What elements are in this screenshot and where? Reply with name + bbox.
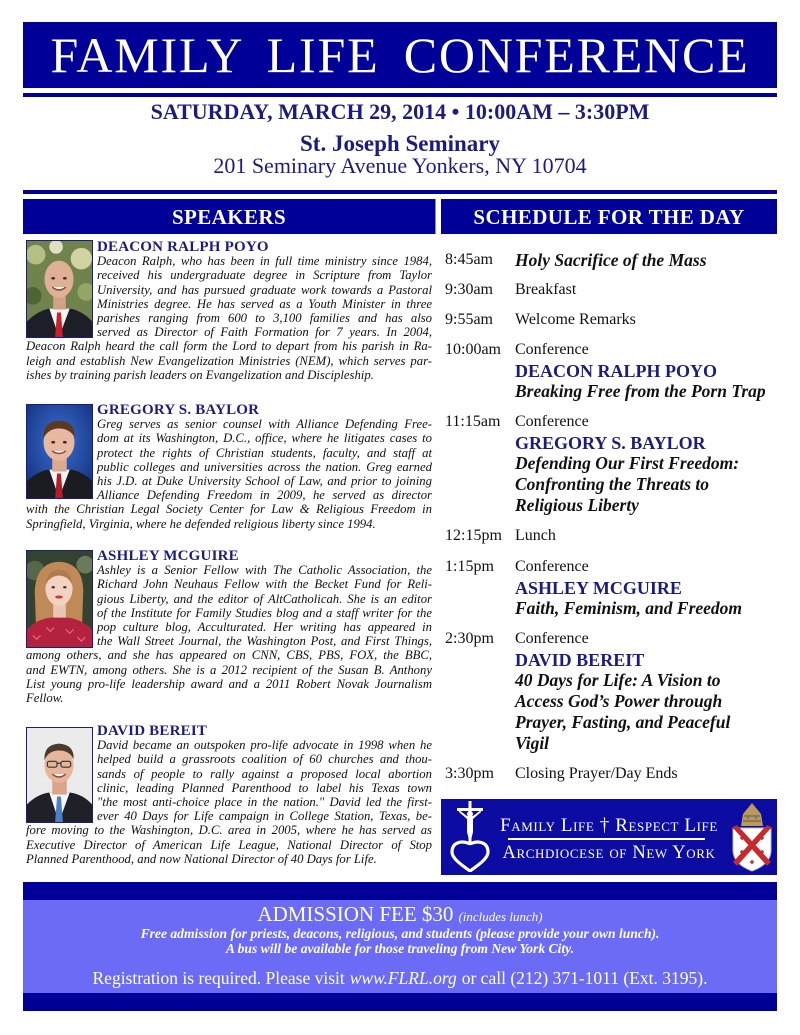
schedule-time: 3:30pm: [445, 765, 494, 782]
talk-title: Breaking Free from the Porn Trap: [515, 381, 766, 401]
speaker-card: [26, 403, 432, 531]
registration-info: [23, 967, 777, 989]
schedule-time: 1:15pm: [445, 558, 494, 575]
schedule-event: Conference: [515, 413, 589, 430]
bio-line: Executive Director of American Life League, National Director of Stop: [26, 837, 432, 852]
schedule-row: [445, 412, 777, 516]
schedule-time: 2:30pm: [445, 630, 494, 647]
talk-title: Defending Our First Freedom:: [515, 453, 740, 473]
schedule-event: Lunch: [515, 527, 556, 544]
schedule-event: Conference: [515, 630, 589, 647]
portrait-photo: [26, 727, 93, 823]
logo-title: Family Life † Respect Life: [500, 815, 718, 836]
bio-line: among others, and she has appeared on CNN, CBS, PBS, FOX, the BBC,: [26, 648, 432, 663]
bio-line: clinic, leading Planned Parenthood to label his Texas town: [97, 780, 432, 795]
fee-band-top: [23, 882, 777, 900]
bio-line: Greg serves as senior counsel with Alliance Defending Free-: [97, 417, 432, 432]
page-title: FAMILY LIFE CONFERENCE: [23, 22, 777, 88]
schedule-row: [445, 526, 777, 547]
talk-title: Prayer, Fasting, and Peaceful: [515, 712, 731, 732]
talk-title: Religious Liberty: [515, 495, 639, 515]
bio-line: Ashley is a Senior Fellow with The Catholic Association, the: [97, 563, 432, 578]
bio-line: public colleges and universities across the nation. Greg earned: [97, 459, 432, 474]
portrait-photo: [26, 240, 93, 338]
bio-line: received his undergraduate degree in Scripture from Taylor: [97, 268, 432, 283]
portrait-photo: [26, 550, 93, 648]
registration-phone: or call (212) 371-1011 (Ext. 3195).: [461, 968, 708, 988]
speaker-card: [26, 549, 432, 705]
bio-line: pop culture blog, Acculturated. Her writing has appeared in: [97, 619, 432, 634]
schedule-event: Conference: [515, 558, 589, 575]
bio-line: gious Liberty, and the editor of AltCatholicah. She is an editor: [97, 591, 432, 606]
schedule-speaker: ASHLEY MCGUIRE: [515, 577, 682, 598]
divider: [23, 190, 777, 194]
speaker-name: DAVID BEREIT: [97, 723, 208, 739]
schedule-event: Welcome Remarks: [515, 311, 636, 328]
registration-link[interactable]: www.FLRL.org: [349, 968, 457, 988]
bio-line: ever 40 Days for Life campaign in College Station, Texas, be-: [97, 809, 432, 824]
talk-title: 40 Days for Life: A Vision to: [515, 670, 721, 690]
schedule-time: 11:15am: [445, 413, 501, 430]
event-date-time: SATURDAY, MARCH 29, 2014 • 10:00AM – 3:30PM: [150, 99, 650, 124]
talk-title: Access God’s Power through: [515, 691, 723, 711]
schedule-speaker: DAVID BEREIT: [515, 649, 645, 670]
schedule-row: [445, 629, 777, 754]
speaker-card: [26, 724, 432, 866]
schedule-speaker: DEACON RALPH POYO: [515, 360, 717, 381]
fee-band-bottom: [23, 993, 777, 1011]
registration-prefix: Registration is required. Please visit: [92, 968, 345, 988]
venue-address: 201 Seminary Avenue Yonkers, NY 10704: [213, 153, 587, 178]
bio-line: his J.D. at Duke University School of Law, and prior to joining: [97, 473, 432, 488]
schedule-row: [445, 280, 777, 301]
bio-line: Ministries degree. He has served as a Youth Minister in three: [97, 296, 432, 311]
speaker-name: DEACON RALPH POYO: [97, 239, 269, 255]
speaker-name: ASHLEY MCGUIRE: [97, 548, 239, 564]
bio-line: Planned Parenthood, and now National Director of 40 Days for Life.: [26, 851, 377, 866]
coat-of-arms-icon: [731, 802, 773, 872]
talk-title: Vigil: [515, 733, 550, 753]
bio-line: fore moving to the Washington, D.C. area in 2005, where he has served as: [26, 823, 432, 838]
bio-line: Springfield, Virginia, where he defended religious liberty since 1994.: [26, 516, 376, 531]
speaker-name: GREGORY S. BAYLOR: [97, 402, 260, 418]
venue-name: St. Joseph Seminary: [300, 131, 500, 156]
bio-line: with the Christian Legal Society Center for Law & Religious Freedom in: [26, 502, 432, 517]
schedule-row: [445, 250, 777, 271]
bio-line: and EWTN, among others. She is a 2012 recipient of the Susan B. Anthony: [26, 662, 432, 677]
crucifix-heart-icon: [448, 800, 492, 872]
bio-line: sands of people to rally against a proposed local abortion: [97, 766, 432, 781]
admission-fee: [23, 902, 777, 929]
bio-line: Alliance Defending Freedom in 2009, he served as director: [97, 488, 432, 503]
bio-line: leigh and establish New Evangelization Ministries (NEM), which serves par-: [26, 353, 432, 368]
divider: [23, 93, 777, 97]
schedule-time: 9:55am: [445, 311, 493, 328]
bio-line: ishes by training parish leaders on Evangelization and Discipleship.: [26, 367, 374, 382]
admission-fee-amount: ADMISSION FEE $30: [257, 902, 454, 926]
bio-line: Fellow.: [26, 690, 64, 705]
schedule-time: 10:00am: [445, 341, 501, 358]
bio-line: served as Director of Faith Formation for 7 years. In 2004,: [97, 325, 432, 340]
talk-title: Confronting the Threats to: [515, 474, 710, 494]
schedule-row: [445, 764, 777, 785]
bio-line: University, and has pursued graduate work towards a Pastoral: [97, 282, 432, 297]
bio-line: Deacon Ralph heard the call form the Lord to depart from his parish in Ra-: [26, 339, 432, 354]
schedule-event: Holy Sacrifice of the Mass: [515, 250, 707, 270]
bio-line: "the most anti-choice place in the nation." David led the first-: [97, 794, 432, 809]
bio-line: parishes ranging from 600 to 3,100 families and has also: [97, 310, 432, 325]
schedule-heading: SCHEDULE FOR THE DAY: [441, 199, 777, 234]
talk-title: Faith, Feminism, and Freedom: [515, 598, 743, 618]
logo-divider: [508, 838, 705, 840]
bio-line: Richard John Neuhaus Fellow with the Becket Fund for Reli-: [97, 577, 432, 592]
bio-line: the Wall Street Journal, the Washington Post, and First Things,: [97, 634, 432, 649]
schedule-row: [445, 340, 777, 402]
schedule-row: [445, 310, 777, 331]
schedule-row: [445, 557, 777, 619]
admission-fee-note: (includes lunch): [458, 909, 543, 924]
bio-line: helped build a grassroots coalition of 60 churches and thou-: [97, 752, 432, 767]
schedule-time: 12:15pm: [445, 527, 502, 544]
schedule-event: Closing Prayer/Day Ends: [515, 765, 678, 782]
schedule-event: Breakfast: [515, 281, 577, 298]
speakers-heading: SPEAKERS: [23, 199, 436, 234]
logo-subtitle: Archdiocese of New York: [502, 843, 716, 863]
free-admission-note: Free admission for priests, deacons, religious, and students (please provide your own lunch).: [140, 926, 660, 941]
bio-line: of the Institute for Family Studies blog and a staff writer for the: [97, 605, 432, 620]
bio-line: David became an outspoken pro-life advocate in 1998 when he: [97, 738, 432, 753]
bio-line: Deacon Ralph, who has been in full time ministry since 1984,: [97, 254, 432, 269]
schedule-time: 9:30am: [445, 281, 493, 298]
schedule-event: Conference: [515, 341, 589, 358]
bio-line: dom at its Washington, D.C., office, where he litigates cases to: [97, 431, 432, 446]
schedule-speaker: GREGORY S. BAYLOR: [515, 432, 706, 453]
bus-note: A bus will be available for those traveling from New York City.: [225, 941, 575, 956]
bio-line: protect the rights of Christian students, faculty, and staff at: [97, 445, 432, 460]
family-life-respect-life-logo: [441, 799, 777, 875]
speaker-card: [26, 240, 432, 382]
portrait-photo: [26, 404, 93, 499]
bio-line: List young pro-life leadership award and a 2011 Robert Novak Journalism: [26, 676, 432, 691]
schedule-time: 8:45am: [445, 251, 493, 268]
